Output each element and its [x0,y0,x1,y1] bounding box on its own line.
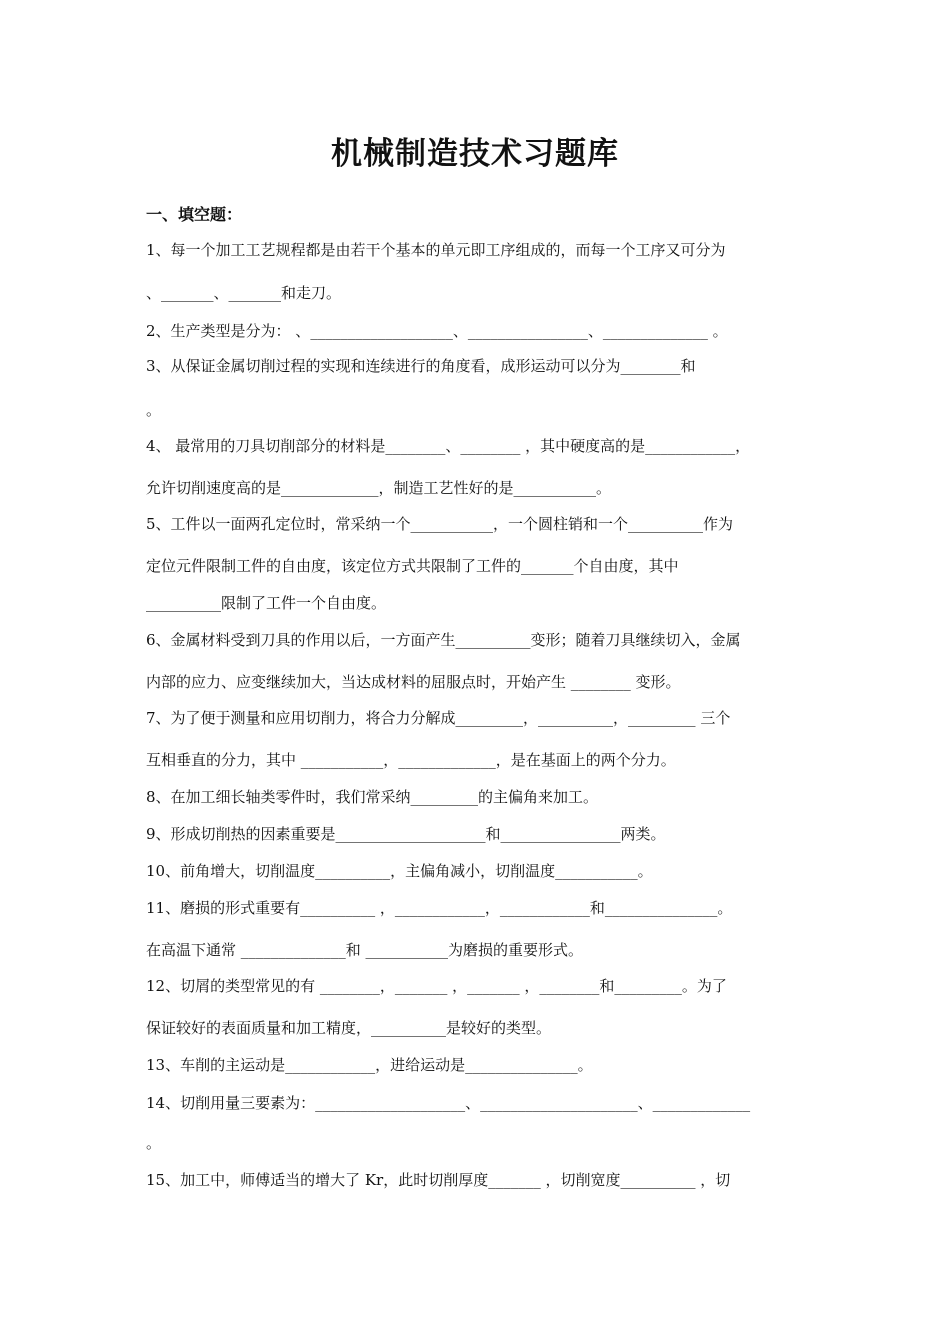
question-line: 内部的应力、应变继续加大，当达成材料的屈服点时，开始产生 ________ 变形。 [146,673,681,691]
question-line: 定位元件限制工件的自由度，该定位方式共限制了工件的_______个自由度，其中 [146,557,679,575]
question-line: 允许切削速度高的是_____________，制造工艺性好的是___________。 [146,479,612,497]
question-line: 。 [146,1134,162,1152]
question-line: 2、生产类型是分为： 、___________________、________________、______________ 。 [146,322,728,340]
question-line: 保证较好的表面质量和加工精度，__________是较好的类型。 [146,1019,552,1037]
question-line: 9、形成切削热的因素重要是____________________和________________两类。 [146,825,666,843]
question-line: 6、金属材料受到刀具的作用以后，一方面产生__________变形；随着刀具继续切入，金属 [146,631,741,649]
question-line: 互相垂直的分力，其中 ___________，_____________，是在基面上的两个分力。 [146,751,676,769]
question-line: 14、切削用量三要素为：____________________、_____________________、_____________ [146,1094,751,1112]
question-line: __________限制了工件一个自由度。 [146,594,387,612]
question-line: 13、车削的主运动是____________，进给运动是_______________。 [146,1056,593,1074]
question-line: 10、前角增大，切削温度__________，主偏角减小，切削温度___________。 [146,862,653,880]
question-line: 7、为了便于测量和应用切削力，将合力分解成_________，__________，_________ 三个 [146,709,731,727]
question-line: 3、从保证金属切削过程的实现和连续进行的角度看，成形运动可以分为________和 [146,357,696,375]
question-line: 4、 最常用的刀具切削部分的材料是________、________ ，其中硬度高的是____________， [146,437,751,455]
question-line: 。 [146,401,162,419]
question-line: 、_______、_______和走刀。 [146,284,342,302]
question-line: 5、工件以一面两孔定位时，常采纳一个___________，一个圆柱销和一个__________作为 [146,515,734,533]
question-line: 12、切屑的类型常见的有 ________，_______ ，_______ ，________和_________。为了 [146,977,727,995]
question-line: 15、加工中，师傅适当的增大了 Kr，此时切削厚度_______ ，切削宽度__________ ，切 [146,1171,731,1189]
question-line: 11、磨损的形式重要有__________ ，____________，____________和_______________。 [146,899,733,917]
page-title: 机械制造技术习题库 [331,136,619,172]
section-heading: 一、填空题： [146,205,243,224]
question-line: 在高温下通常 ______________和 ___________为磨损的重要形式。 [146,941,584,959]
question-line: 8、在加工细长轴类零件时，我们常采纳_________的主偏角来加工。 [146,788,599,806]
question-line: 1、每一个加工工艺规程都是由若干个基本的单元即工序组成的，而每一个工序又可分为 [146,241,726,259]
